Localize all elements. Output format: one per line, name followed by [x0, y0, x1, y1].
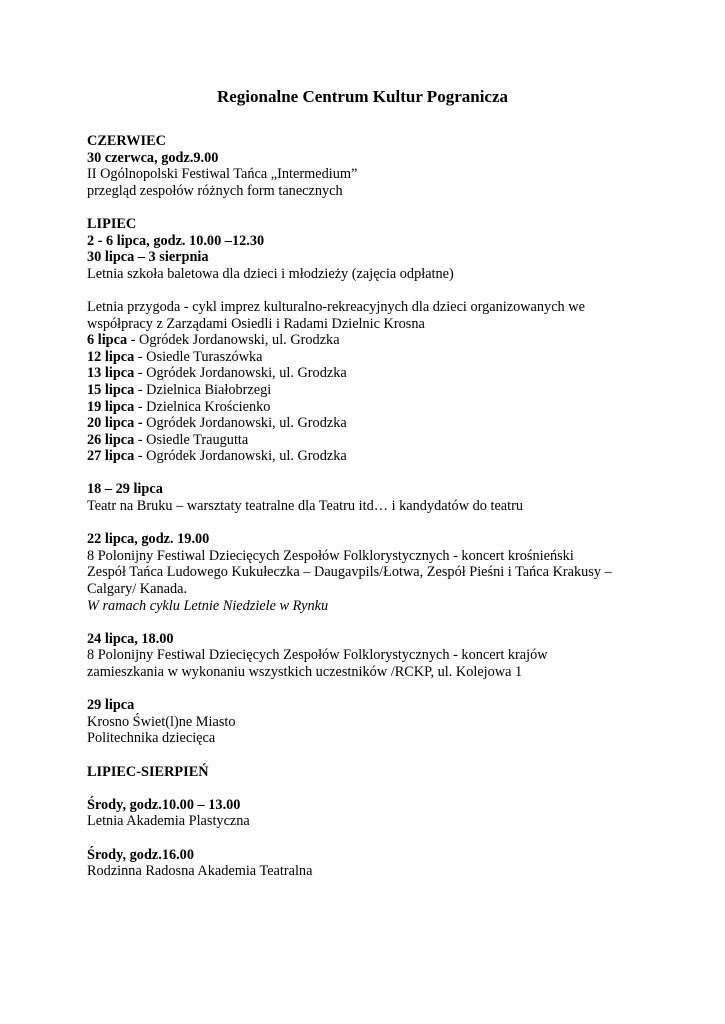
event-date: 2 - 6 lipca, godz. 10.00 –12.30 [87, 232, 265, 249]
event-text: przegląd zespołów różnych form tanecznych [87, 182, 343, 199]
event-note: W ramach cyklu Letnie Niedziele w Rynku [87, 597, 329, 614]
event-text: II Ogólnopolski Festiwal Tańca „Intermedium” [87, 166, 358, 183]
event-text: Letnia szkoła baletowa dla dzieci i młodzieży (zajęcia odpłatne) [87, 265, 454, 282]
schedule-place: - Osiedle Traugutta [134, 431, 249, 448]
schedule-row [87, 332, 687, 349]
schedule-date: 26 lipca [87, 431, 135, 448]
event-date: 22 lipca, godz. 19.00 [87, 531, 210, 548]
schedule-row [87, 382, 687, 399]
event-text: Politechnika dziecięca [87, 730, 216, 747]
document-title: Regionalne Centrum Kultur Pogranicza [216, 87, 509, 106]
schedule-date: 15 lipca [87, 381, 135, 398]
event-text: Letnia Akademia Plastyczna [87, 813, 250, 830]
document-body [87, 133, 687, 880]
event-text: Letnia przygoda - cykl imprez kulturalno-rekreacyjnych dla dzieci organizowanych we [87, 298, 585, 315]
section-heading-lipiec: LIPIEC [87, 215, 137, 232]
section-heading-czerwiec: CZERWIEC [87, 133, 166, 149]
schedule-date: 20 lipca - [87, 415, 143, 432]
schedule-row [87, 349, 687, 366]
event-date: 29 lipca [87, 697, 135, 714]
schedule-place: Ogródek Jordanowski, ul. Grodzka [142, 415, 347, 432]
event-date: 30 czerwca, godz.9.00 [87, 149, 219, 166]
schedule-row [87, 432, 687, 449]
event-text: Calgary/ Kanada. [87, 581, 188, 598]
event-date: 24 lipca, 18.00 [87, 630, 174, 647]
schedule-place: - Osiedle Turaszówka [134, 348, 263, 365]
schedule-date: 19 lipca [87, 398, 135, 415]
schedule-date: 6 lipca [87, 332, 128, 349]
event-date: Środy, godz.16.00 [87, 846, 194, 863]
event-text: Krosno Świet(l)ne Miasto [87, 713, 236, 730]
event-date: 18 – 29 lipca [87, 481, 163, 498]
schedule-place: - Ogródek Jordanowski, ul. Grodzka [134, 448, 347, 465]
schedule-date: 27 lipca [87, 448, 135, 465]
event-text: zamieszkania w wykonaniu wszystkich uczestników /RCKP, ul. Kolejowa 1 [87, 664, 523, 680]
schedule-row [87, 365, 687, 382]
schedule-date: 12 lipca [87, 348, 135, 365]
schedule-place: - Dzielnica Krościenko [134, 398, 271, 415]
event-text: Zespół Tańca Ludowego Kukułeczka – Daugavpils/Łotwa, Zespół Pieśni i Tańca Krakusy – [87, 564, 612, 581]
event-date: 30 lipca – 3 sierpnia [87, 249, 209, 266]
event-text: Teatr na Bruku – warsztaty teatralne dla Teatru itd… i kandydatów do teatru [87, 498, 524, 515]
event-text: 8 Polonijny Festiwal Dziecięcych Zespołów Folklorystycznych - koncert krajów [87, 647, 548, 664]
schedule-place: - Ogródek Jordanowski, ul. Grodzka [134, 365, 347, 382]
event-date: Środy, godz.10.00 – 13.00 [87, 796, 241, 813]
event-text: współpracy z Zarządami Osiedli i Radami Dzielnic Krosna [87, 315, 425, 332]
event-text: Rodzinna Radosna Akademia Teatralna [87, 863, 313, 880]
schedule-date: 13 lipca [87, 365, 135, 382]
event-text: 8 Polonijny Festiwal Dziecięcych Zespołów Folklorystycznych - koncert krośnieński [87, 547, 574, 564]
section-heading-lipiec-sierpien: LIPIEC-SIERPIEŃ [87, 763, 209, 780]
schedule-row [87, 448, 687, 465]
schedule-place: - Dzielnica Białobrzegi [134, 381, 272, 398]
schedule-row [87, 399, 687, 416]
schedule-row [87, 415, 687, 432]
schedule-place: - Ogródek Jordanowski, ul. Grodzka [127, 332, 340, 349]
